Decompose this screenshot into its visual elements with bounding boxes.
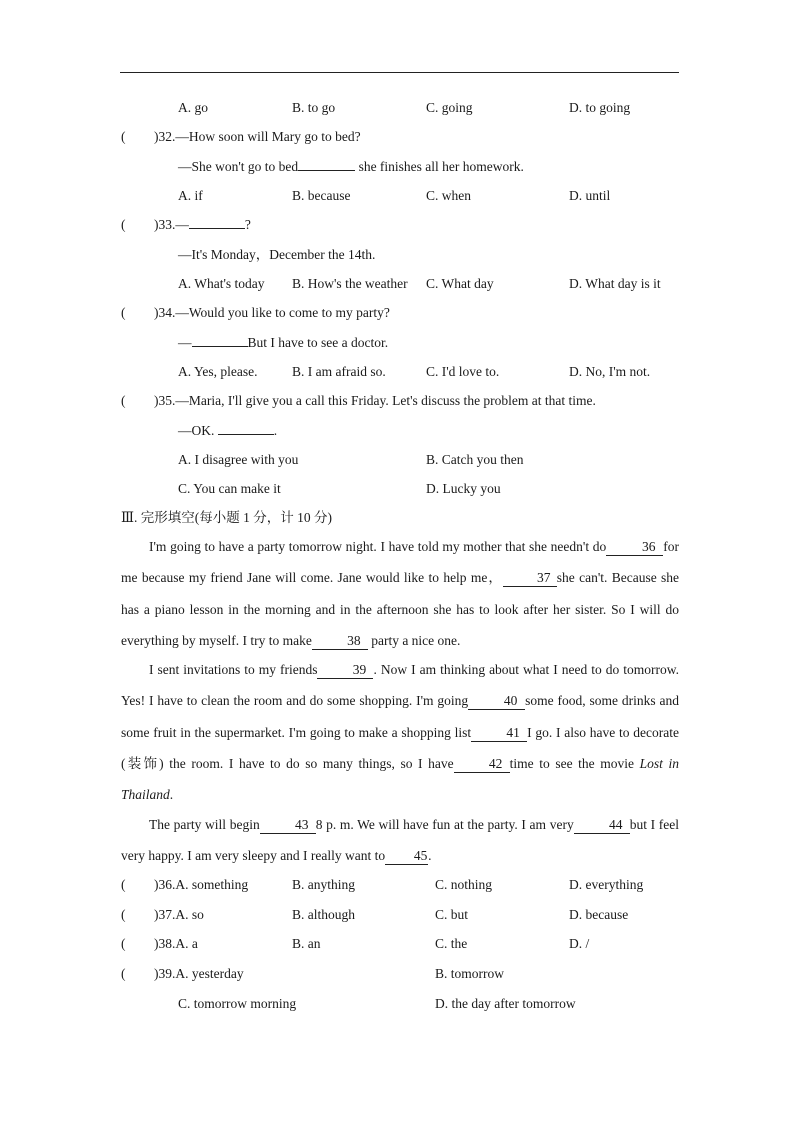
- q33-option-d: D. What day is it: [569, 276, 661, 291]
- q36-paren: (: [121, 877, 126, 892]
- q32-response: —She won't go to bed she finishes all her homework.: [178, 159, 524, 174]
- q35-number: )35.—Maria, I'll give you a call this Friday. Let's discuss the problem at that time.: [154, 393, 596, 408]
- header-rule: [120, 72, 679, 73]
- q33-option-a: A. What's today: [178, 276, 265, 291]
- q39-option-a: )39.A. yesterday: [154, 966, 244, 981]
- passage-paragraph-1: I'm going to have a party tomorrow night. I have told my mother that she needn't do 36 for me because my friend Jane will come. Jane would like to help me， 37 she can't. Because she has a piano lesson in the morning and in the afternoon she has to look after her sister. So I will do everything by myself. I try to make 38 party a nice one.: [121, 539, 680, 648]
- q32-option-c: C. when: [426, 188, 471, 203]
- q37-paren: (: [121, 907, 126, 922]
- q32-option-a: A. if: [178, 188, 203, 203]
- q35-option-a: A. I disagree with you: [178, 452, 299, 467]
- q37-option-d: D. because: [569, 907, 629, 922]
- q37-option-a: )37.A. so: [154, 907, 204, 922]
- q33-option-c: C. What day: [426, 276, 494, 291]
- q34-response: — But I have to see a doctor.: [178, 335, 389, 350]
- blank-39: 39: [317, 662, 373, 679]
- q37-option-b: B. although: [292, 907, 355, 922]
- q39-option-c: C. tomorrow morning: [178, 996, 297, 1011]
- q31-option-d: D. to going: [569, 100, 631, 115]
- q35-paren: (: [121, 393, 126, 408]
- answer-blank: [192, 346, 248, 347]
- blank-38: 38: [312, 633, 368, 650]
- q33-paren: (: [121, 217, 126, 232]
- q35-option-c: C. You can make it: [178, 481, 281, 496]
- q38-option-c: C. the: [435, 936, 468, 951]
- q35-option-d: D. Lucky you: [426, 481, 501, 496]
- q32-number: )32.—How soon will Mary go to bed?: [154, 129, 361, 144]
- q36-option-b: B. anything: [292, 877, 355, 892]
- passage-paragraph-3: The party will begin 43 8 p. m. We will have fun at the party. I am very 44 but I feel very happy. I am very sleepy and I really want to 45.: [121, 817, 679, 864]
- q32-question: —How soon will Mary go to bed?: [175, 129, 361, 144]
- q37-option-c: C. but: [435, 907, 469, 922]
- q36-option-d: D. everything: [569, 877, 644, 892]
- blank-36: 36: [606, 539, 663, 556]
- q34-option-d: D. No, I'm not.: [569, 364, 651, 379]
- q32-option-b: B. because: [292, 188, 351, 203]
- q33-option-b: B. How's the weather: [292, 276, 408, 291]
- q34-option-c: C. I'd love to.: [426, 364, 500, 379]
- q35-option-b: B. Catch you then: [426, 452, 524, 467]
- q38-option-d: D. /: [569, 936, 590, 951]
- passage-paragraph-2: I sent invitations to my friends 39 . Now I am thinking about what I need to do tomorrow. Yes! I have to clean the room and do some shopping. I'm going 40 some food, some drinks and some fruit in the supermarket. I'm going to make a shopping list 41 I go. I also have to decorate (装饰) the room. I have to do so many things, so I have 42 time to see the movie Lost in Thailand.: [121, 662, 680, 803]
- answer-blank: [298, 170, 355, 171]
- blank-42: 42: [454, 756, 510, 773]
- q39-paren: (: [121, 966, 126, 981]
- q36-option-c: C. nothing: [435, 877, 493, 892]
- q32-paren: (: [121, 129, 126, 144]
- q34-paren: (: [121, 305, 126, 320]
- q31-option-c: C. going: [426, 100, 473, 115]
- blank-41: 41: [471, 725, 527, 742]
- q32-option-d: D. until: [569, 188, 611, 203]
- q36-option-a: )36.A. something: [154, 877, 249, 892]
- q38-paren: (: [121, 936, 126, 951]
- q34-option-a: A. Yes, please.: [178, 364, 258, 379]
- q31-option-b: B. to go: [292, 100, 336, 115]
- blank-44: 44: [574, 817, 630, 834]
- q31-option-a: A. go: [178, 100, 208, 115]
- q33-number: )33.— ?: [154, 217, 251, 232]
- q34-number: )34.—Would you like to come to my party?: [154, 305, 390, 320]
- q33-response: —It's Monday，December the 14th.: [178, 247, 376, 262]
- movie-title: Lost in Thailand: [121, 755, 680, 803]
- blank-43: 43: [260, 817, 316, 834]
- blank-45: 45: [385, 848, 428, 865]
- blank-40: 40: [468, 693, 525, 710]
- blank-37: 37: [503, 570, 557, 587]
- section-heading: Ⅲ. 完形填空(每小题 1 分，计 10 分): [121, 510, 333, 525]
- q35-response: —OK. .: [178, 423, 278, 438]
- q39-option-b: B. tomorrow: [435, 966, 504, 981]
- q38-option-b: B. an: [292, 936, 321, 951]
- q34-option-b: B. I am afraid so.: [292, 364, 386, 379]
- q38-option-a: )38.A. a: [154, 936, 198, 951]
- answer-blank: [189, 228, 245, 229]
- q39-option-d: D. the day after tomorrow: [435, 996, 576, 1011]
- answer-blank: [218, 434, 274, 435]
